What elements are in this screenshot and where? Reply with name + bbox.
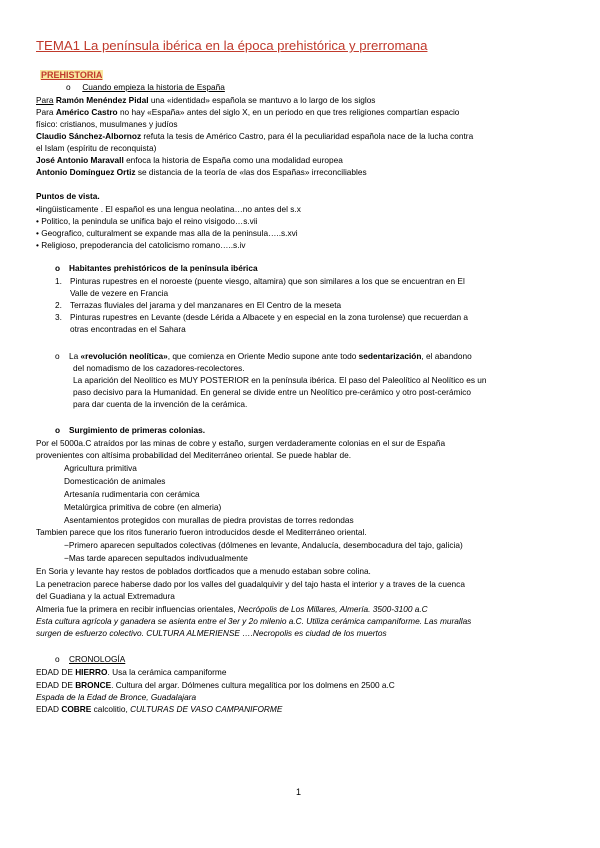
list-item: •lingüisticamente . El español es una lengua neolatina…no antes del s.x — [36, 204, 301, 214]
neolithic-paragraph: o La «revolución neolítica», que comienza en Oriente Medio supone ante todo sedentarización, el abandono — [55, 351, 472, 361]
paragraph-castro-cont: físico: cristianos, musulmanes y judíos — [36, 119, 178, 129]
colonias-line-4: En Soria y levante hay restos de poblados dortficados que a menudo estaban sobre colina. — [36, 566, 371, 576]
bullet-o-icon: o — [55, 425, 61, 435]
dash-item: −Primero aparecen sepultados colectivas (dólmenes en levante, Andalucía, desembocadura del tajo, galicia) — [64, 540, 463, 550]
crono-bronce: EDAD DE BRONCE. Cultura del argar. Dólmenes cultura megalítica por los dolmens en 2500 a.C — [36, 680, 395, 690]
colonias-line-1: Por el 5000a.C atraídos por las minas de cobre y estaño, surgen verdaderamente colonias en el sur de España — [36, 438, 446, 448]
paragraph-maravall: José Antonio Maravall enfoca la historia de España como una modalidad europea — [36, 155, 343, 165]
page-number: 1 — [296, 787, 302, 797]
bullet-o-icon: o — [55, 654, 60, 664]
list-item: • Geografico, culturalment se expande mas alla de la peninsula…..s.xvi — [36, 228, 298, 238]
numbered-item-3: 3. Pinturas rupestres en Levante (desde Lérida a Albacete y en especial en la zona turolense) que recuerdan a — [55, 312, 469, 322]
section-prehistoria: PREHISTORIA — [41, 70, 103, 80]
colonias-line-5: La penetracion parece haberse dado por los valles del guadalquivir y del tajo hasta el interior y a traves de la cuenca — [36, 579, 465, 589]
list-item: • Religioso, prepoderancia del catolicismo romano…..s.iv — [36, 240, 246, 250]
neolithic-line-5: para dar cuenta de la invención de la cerámica. — [73, 399, 248, 409]
neolithic-line-4: paso decisivo para la Humanidad. En general se divide entre un Neolítico pre-cerámico y otro post-cerámico — [73, 387, 471, 397]
numbered-item-2: 2. Terrazas fluviales del jarama y del manzanares en El Centro de la meseta — [55, 300, 342, 310]
crono-cobre: EDAD COBRE calcolitio, CULTURAS DE VASO CAMPANIFORME — [36, 704, 283, 714]
numbered-item-1-cont: Valle de vezere en Francia — [70, 288, 169, 298]
puntos-heading: Puntos de vista. — [36, 191, 100, 201]
crono-hierro: EDAD DE HIERRO. Usa la cerámica campaniforme — [36, 667, 227, 677]
list-item: Asentamientos protegidos con murallas de piedra provistas de torres redondas — [64, 515, 354, 525]
list-item: Artesanía rudimentaria con cerámica — [64, 489, 200, 499]
paragraph-pidal: Para Ramón Menéndez Pidal una «identidad» española se mantuvo a lo largo de los siglos — [36, 95, 376, 105]
colonias-line-2: provenientes con altísima probabilidad del Mediterráneo oriental. Se puede hablar de. — [36, 450, 352, 460]
list-item: Domesticación de animales — [64, 476, 166, 486]
subsection-heading-4: o CRONOLOGÍA — [55, 654, 126, 664]
subsection-heading-3: o Surgimiento de primeras colonias. — [55, 425, 206, 435]
list-item: Agricultura primitiva — [64, 463, 137, 473]
neolithic-line-3: La aparición del Neolítico es MUY POSTERIOR en la península ibérica. El paso del Paleolítico al Neolítico es un — [73, 375, 487, 385]
paragraph-albornoz-cont: el Islam (espíritu de reconquista) — [36, 143, 157, 153]
subsection-heading-2: o Habitantes prehistóricos de la península ibérica — [55, 263, 258, 273]
crono-espada: Espada de la Edad de Bronce, Guadalajara — [36, 692, 197, 702]
colonias-line-8: Esta cultura agrícola y ganadera se asienta entre el 3er y 2o milenio a.C. Utiliza cerámica campaniforme. Las murallas — [36, 616, 472, 626]
list-item: Metalúrgica primitiva de cobre (en almeria) — [64, 502, 222, 512]
numbered-item-3-cont: otras encontradas en el Sahara — [70, 324, 186, 334]
colonias-line-3: Tambien parece que los ritos funerario fueron introducidos desde el Mediterráneo oriental. — [36, 527, 367, 537]
paragraph-albornoz: Claudio Sánchez-Albornoz refuta la tesis de Américo Castro, para él la peculiaridad española nace de la lucha contra — [36, 131, 474, 141]
numbered-item-1: 1. Pinturas rupestres en el noroeste (puente viesgo, altamira) que son similares a los que se encuentran en El — [55, 276, 465, 286]
paragraph-ortiz: Antonio Domínguez Ortiz se distancia de la teoría de «las dos Españas» irreconciliables — [36, 167, 367, 177]
list-item: • Politico, la penindula se unifica bajo el reino visigodo…s.vii — [36, 216, 258, 226]
page-title: TEMA1 La península ibérica en la época prehistórica y prerromana — [36, 38, 428, 53]
subsection-heading-1: o Cuando empieza la historia de España — [66, 82, 225, 92]
colonias-line-7: Almeria fue la primera en recibir influencias orientales, Necrópolis de Los Millares, Almería. 3500-3100 a.C — [36, 604, 428, 614]
bullet-o-icon: o — [66, 82, 71, 92]
bullet-o-icon: o — [55, 351, 60, 361]
paragraph-castro: Para Américo Castro no hay «España» antes del siglo X, en un periodo en que tres religiones compartían espacio — [36, 107, 460, 117]
neolithic-line-2: del nomadismo de los cazadores-recolectores. — [73, 363, 245, 373]
colonias-line-6: del Guadiana y la actual Extremadura — [36, 591, 175, 601]
bullet-o-icon: o — [55, 263, 61, 273]
colonias-line-9: surgen de esfuerzo colectivo. CULTURA ALMERIENSE ….Necropolis es ciudad de los muertos — [36, 628, 387, 638]
dash-item: −Mas tarde aparecen sepultados indivudualmente — [64, 553, 248, 563]
